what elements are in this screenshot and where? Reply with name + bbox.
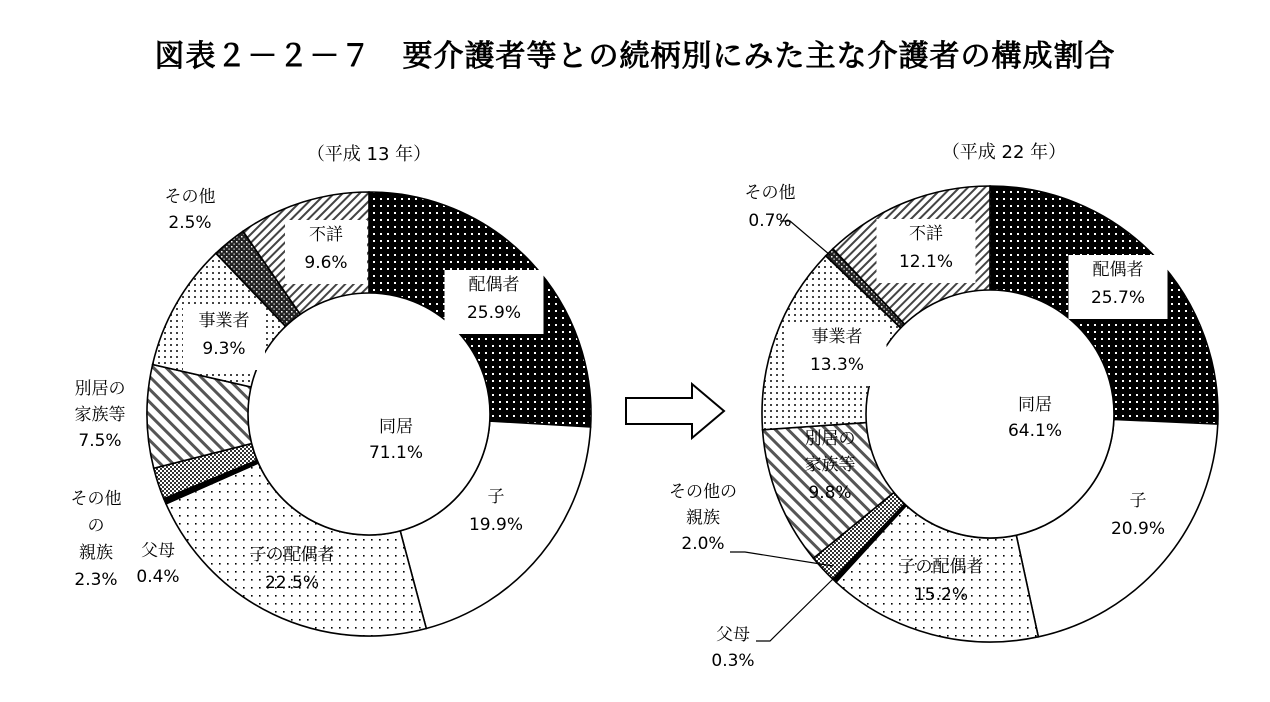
slice-label-child: 子 [1129, 491, 1147, 511]
slice-label-other-relatives: その他 [70, 489, 122, 509]
slice-label-spouse: 配偶者 [1092, 260, 1144, 280]
chart-subtitle-2: （平成 22 年） [941, 142, 1067, 163]
slice-value-other-relatives: 2.3% [74, 570, 118, 590]
slice-label-other-relatives: の [87, 516, 105, 536]
slice-label-other-relatives: 親族 [686, 508, 720, 528]
slice-value-parents: 0.3% [711, 651, 755, 671]
slice-value-provider: 13.3% [809, 355, 865, 375]
slice-value-other-relatives: 2.0% [681, 534, 725, 554]
leader-line-parents [756, 575, 837, 641]
slice-value-child-spouse: 15.2% [913, 585, 969, 605]
slice-label-parents: 父母 [716, 625, 750, 645]
slice-label-parents: 父母 [141, 541, 175, 561]
slice-label-other: その他 [744, 183, 796, 203]
slice-label-other: その他 [164, 187, 216, 207]
slice-value-spouse: 25.7% [1090, 288, 1146, 308]
slice-value-unknown: 12.1% [898, 252, 954, 272]
slice-label-child-spouse: 子の配偶者 [898, 557, 984, 577]
slice-label-other-relatives: 親族 [79, 543, 113, 563]
slice-value-parents: 0.4% [136, 567, 180, 587]
center-label-value: 71.1% [368, 443, 424, 463]
slice-value-provider: 9.3% [202, 339, 246, 359]
slice-label-separate-family: 別居の [74, 379, 126, 399]
center-label-title: 同居 [1018, 395, 1052, 415]
slice-label-separate-family: 家族等 [74, 405, 126, 425]
slice-label-unknown: 不詳 [309, 225, 343, 245]
slice-value-separate-family: 9.8% [808, 483, 852, 503]
slice-label-spouse: 配偶者 [468, 275, 520, 295]
right-arrow-icon [626, 384, 724, 438]
slice-value-unknown: 9.6% [304, 253, 348, 273]
slice-value-other: 0.7% [748, 211, 792, 231]
chart-subtitle-1: （平成 13 年） [306, 144, 432, 165]
slice-value-spouse: 25.9% [466, 303, 522, 323]
slice-value-child-spouse: 22.5% [264, 573, 320, 593]
center-label-title: 同居 [379, 417, 413, 437]
slice-label-provider: 事業者 [198, 311, 250, 331]
slice-value-child: 20.9% [1110, 519, 1166, 539]
slice-label-separate-family: 別居の [804, 429, 856, 449]
slice-label-child-spouse: 子の配偶者 [249, 545, 335, 565]
slice-label-separate-family: 家族等 [804, 455, 856, 475]
slice-value-child: 19.9% [468, 515, 524, 535]
slice-label-provider: 事業者 [811, 327, 863, 347]
slice-label-unknown: 不詳 [909, 224, 943, 244]
chart-title: 図表２－２－７ 要介護者等との続柄別にみた主な介護者の構成割合 [154, 39, 1116, 74]
slice-label-child: 子 [487, 487, 505, 507]
slice-value-separate-family: 7.5% [78, 431, 122, 451]
donut-chart-1 [147, 192, 591, 636]
slice-label-other-relatives: その他の [669, 482, 737, 502]
inner-hole [866, 290, 1114, 538]
slice-value-other: 2.5% [168, 213, 212, 233]
center-label-value: 64.1% [1007, 421, 1063, 441]
